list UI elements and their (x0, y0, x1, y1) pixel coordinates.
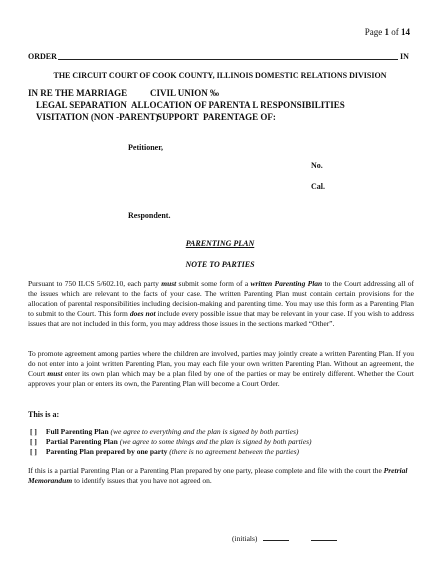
full-plan-label: Full Parenting Plan (45, 427, 109, 436)
petitioner-label: Petitioner, (128, 143, 164, 152)
order-label: ORDER (28, 52, 57, 61)
marriage-option: IN RE THE MARRIAGE (28, 88, 128, 98)
allocation-option: ALLOCATION OF PARENTA L RESPONSIBILITIES (131, 100, 345, 110)
full-plan-checkbox[interactable]: [ ] (30, 427, 37, 436)
case-no-label: No. (311, 161, 323, 170)
calendar-label: Cal. (311, 182, 325, 191)
plan-type-heading: This is a: (28, 410, 60, 419)
one-party-plan-checkbox[interactable]: [ ] (30, 447, 37, 456)
partial-plan-note: (we agree to some things and the plan is signed by both parties) (119, 437, 312, 446)
partial-plan-checkbox[interactable]: [ ] (30, 437, 37, 446)
parentage-option: PARENTAGE OF: (203, 112, 276, 122)
civil-union-option: CIVIL UNION ‰ (150, 88, 220, 98)
full-plan-option[interactable] (30, 427, 298, 437)
one-party-plan-label: Parenting Plan prepared by one party (45, 447, 168, 456)
note-paragraph-3: If this is a partial Parenting Plan or a Parenting Plan prepared by one party, please complete and file with the court the Pretrial Memorandum to identify issues that you have not agreed on. (28, 466, 408, 485)
initials-field-1[interactable] (263, 532, 289, 541)
note-paragraph-2: To promote agreement among parties where the children are involved, parties may jointly create a written Parenting Plan. If you do not enter into a joint written Parenting Plan, you may each file your own written Parenting Plan. Without an agreement, the Court must enter its own plan which may be a plan filed by one of the parties or may be entirely different. Whether the Court approves your plan or enters its own, the Parenting Plan will become a Court Order. (28, 349, 414, 388)
legal-separation-option: LEGAL SEPARATION (36, 100, 127, 110)
order-line (58, 59, 398, 60)
support-option: SUPPORT (157, 112, 199, 122)
visitation-option: VISITATION (NON -PARENT) (36, 112, 159, 122)
initials-field-2[interactable] (311, 532, 337, 541)
page-number: Page 1 of 14 (364, 27, 410, 37)
caption-line-1 (28, 87, 127, 99)
one-party-plan-note: (there is no agreement between the parties) (169, 447, 300, 456)
partial-plan-option[interactable] (30, 437, 312, 447)
full-plan-note: (we agree to everything and the plan is signed by both parties) (110, 427, 299, 436)
one-party-plan-option[interactable] (30, 447, 299, 457)
document-subtitle: NOTE TO PARTIES (185, 260, 255, 269)
respondent-label: Respondent. (128, 211, 171, 220)
document-title: PARENTING PLAN (185, 239, 255, 248)
in-label: IN (400, 52, 409, 61)
initials-row (232, 532, 337, 544)
partial-plan-label: Partial Parenting Plan (45, 437, 118, 446)
initials-label: (initials) (232, 534, 258, 543)
court-title: THE CIRCUIT COURT OF COOK COUNTY, ILLINOIS DOMESTIC RELATIONS DIVISION (53, 71, 387, 80)
note-paragraph-1: Pursuant to 750 ILCS 5/602.10, each party must submit some form of a written Parenting Plan to the Court addressing all of the issues which are relevant to the facts of your case. The written Parenting Plan must contain certain provisions for the allocation of parental responsibilities including decision-making and parenting time. You may use this form as a Parenting Plan to submit to the Court. This form does not include every possible issue that may be relevant in your case. If you wish to address issues that are not included in this form, you may address those issues in the sections marked “Other”. (28, 279, 414, 328)
